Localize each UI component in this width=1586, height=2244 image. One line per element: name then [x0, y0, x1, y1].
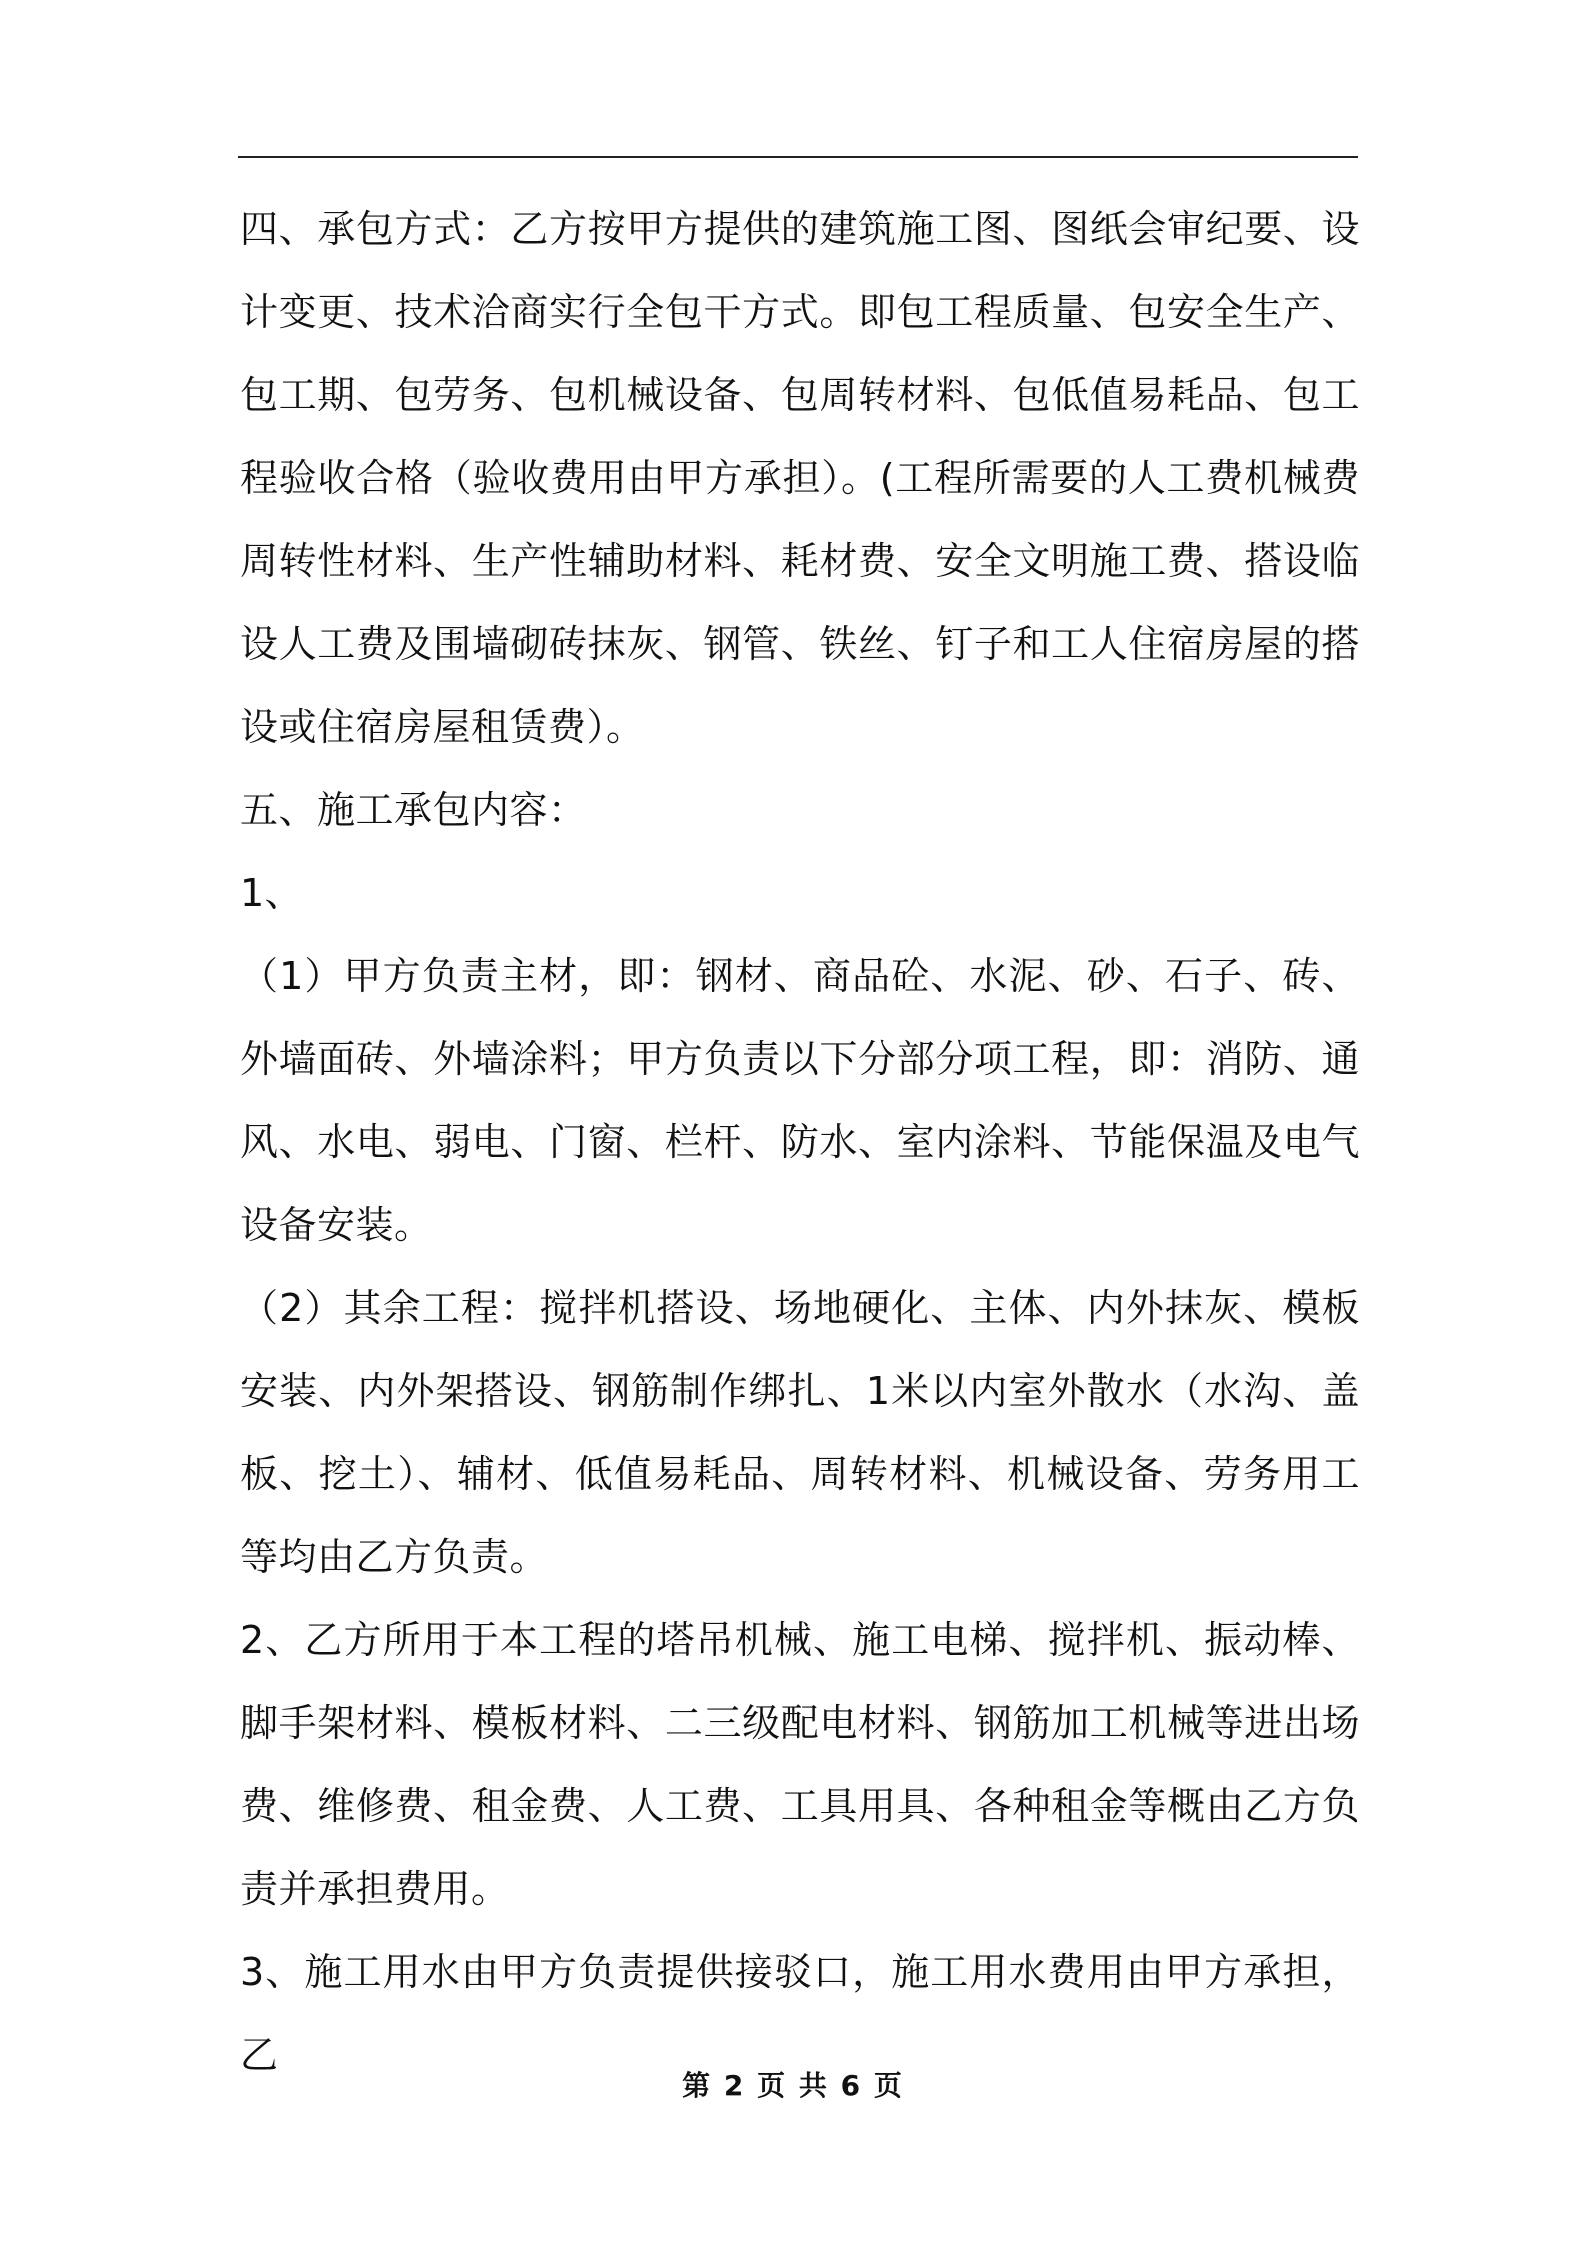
- body-text: [240, 188, 1360, 2097]
- paragraph-section-five-heading: 五、施工承包内容：: [240, 788, 587, 832]
- page-number-footer: 第 2 页 共 6 页: [682, 2069, 904, 2102]
- paragraph-item-3: 3、施工用水由甲方负责提供接驳口，施工用水费用由甲方承担，乙: [240, 1950, 1360, 2077]
- paragraph-item-2: 2、乙方所用于本工程的塔吊机械、施工电梯、搅拌机、振动棒、脚手架材料、模板材料、二三级配电材料、钢筋加工机械等进出场费、维修费、租金费、人工费、工具用具、各种租金等概由乙方负责并承担费用。: [240, 1618, 1360, 1911]
- paragraph-contract-method: 四、承包方式：乙方按甲方提供的建筑施工图、图纸会审纪要、设计变更、技术洽商实行全包干方式。即包工程质量、包安全生产、包工期、包劳务、包机械设备、包周转材料、包低值易耗品、包工程验收合格（验收费用由甲方承担）。(工程所需要的人工费机械费周转性材料、生产性辅助材料、耗材费、安全文明施工费、搭设临设人工费及围墙砌砖抹灰、钢管、铁丝、钉子和工人住宿房屋的搭设或住宿房屋租赁费）。: [240, 207, 1360, 749]
- paragraph-item-1-sub-1: （1）甲方负责主材，即：钢材、商品砼、水泥、砂、石子、砖、外墙面砖、外墙涂料；甲方负责以下分部分项工程，即：消防、通风、水电、弱电、门窗、栏杆、防水、室内涂料、节能保温及电气设备安装。: [240, 954, 1360, 1247]
- paragraph-item-1-sub-2: （2）其余工程：搅拌机搭设、场地硬化、主体、内外抹灰、模板安装、内外架搭设、钢筋制作绑扎、1米以内室外散水（水沟、盖板、挖土）、辅材、低值易耗品、周转材料、机械设备、劳务用工等均由乙方负责。: [240, 1286, 1360, 1579]
- paragraph-item-1: 1、: [240, 871, 304, 915]
- header-rule: [238, 156, 1358, 158]
